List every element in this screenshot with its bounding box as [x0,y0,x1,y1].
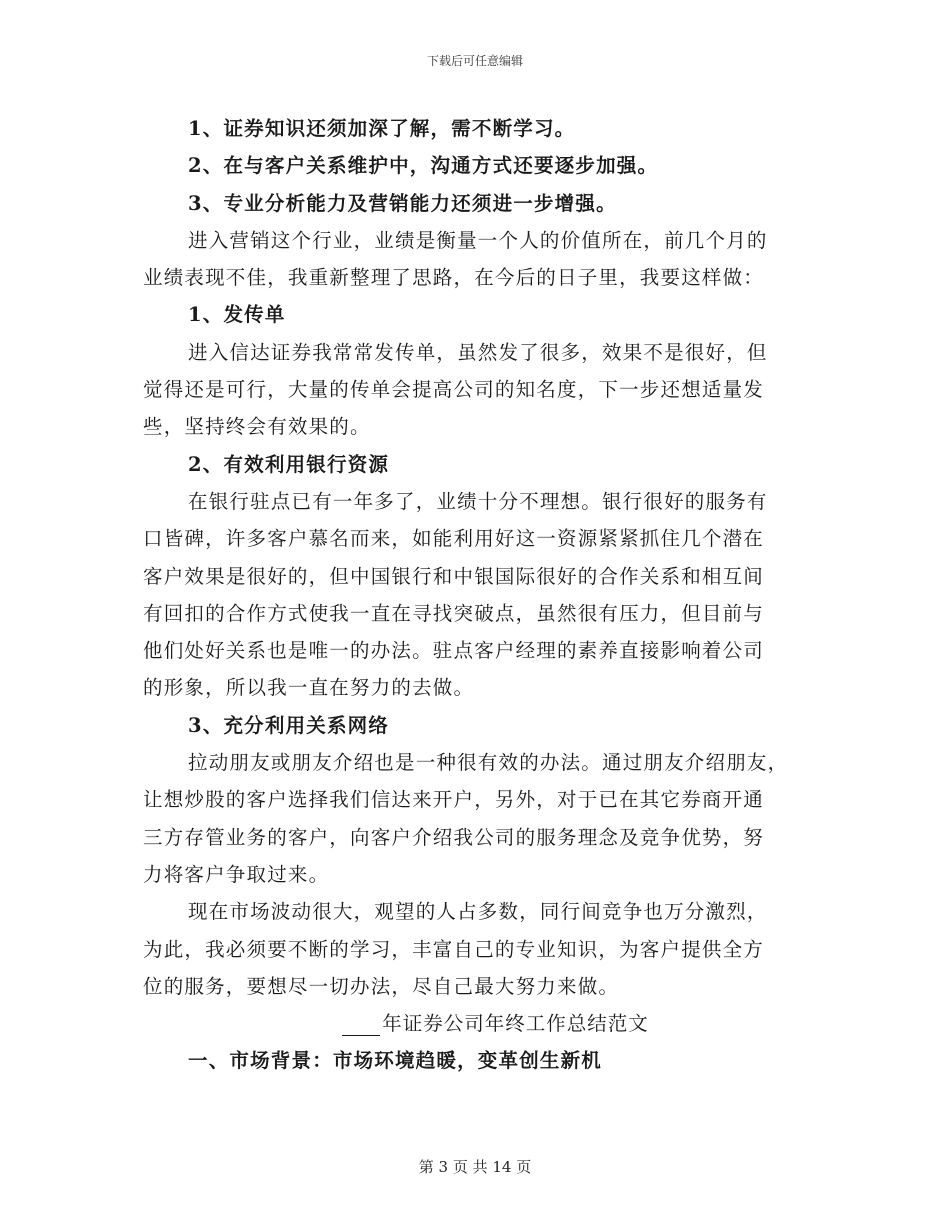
list-item: 3、专业分析能力及营销能力还须进一步增强。 [188,191,617,215]
subheading: 3、充分利用关系网络 [188,713,390,737]
page-header: 下载后可任意编辑 [426,54,523,68]
paragraph-line: 口皆碑，许多客户慕名而来，如能利用好这一资源紧紧抓住几个潜在 [143,527,765,551]
paragraph-line: 为此，我必须要不断的学习，丰富自己的专业知识，为客户提供全方 [143,937,765,961]
paragraph-line: 的形象，所以我一直在努力的去做。 [143,676,475,700]
paragraph-line: 三方存管业务的客户，向客户介绍我公司的服务理念及竞争优势，努 [143,825,765,849]
paragraph-line: 觉得还是可行，大量的传单会提高公司的知名度，下一步还想适量发 [143,378,765,402]
page-footer: 第 3 页 共 14 页 [418,1158,532,1176]
paragraph-line: 客户效果是很好的，但中国银行和中银国际很好的合作关系和相互间 [143,564,765,588]
list-item: 2、在与客户关系维护中，沟通方式还要逐步加强。 [188,154,659,178]
subheading: 1、发传单 [188,303,286,327]
paragraph-line: 现在市场波动很大，观望的人占多数，同行间竞争也万分激烈， [188,900,768,924]
paragraph-line: 有回扣的合作方式使我一直在寻找突破点，虽然很有压力，但目前与 [143,601,765,625]
document-title-text: 年证券公司年终工作总结范文 [382,1012,649,1036]
paragraph-line: 拉动朋友或朋友介绍也是一种很有效的办法。通过朋友介绍朋友， [188,751,789,775]
paragraph-line: 业绩表现不佳，我重新整理了思路，在今后的日子里，我要这样做： [143,266,765,290]
paragraph-line: 些，坚持终会有效果的。 [143,415,371,439]
document-body [143,110,808,1080]
list-item: 1、证券知识还须加深了解，需不断学习。 [188,117,576,140]
title-blank [342,1015,380,1036]
paragraph-line: 位的服务，要想尽一切办法，尽自己最大努力来做。 [143,974,620,998]
document-title [143,1005,808,1042]
paragraph-line: 力将客户争取过来。 [143,862,330,886]
section-heading: 一、市场背景：市场环境趋暖，变革创生新机 [188,1049,603,1073]
subheading: 2、有效利用银行资源 [188,452,390,476]
paragraph-line: 让想炒股的客户选择我们信达来开户，另外，对于已在其它券商开通 [143,788,765,812]
paragraph-line: 他们处好关系也是唯一的办法。驻点客户经理的素养直接影响着公司 [143,639,765,663]
paragraph-line: 进入营销这个行业，业绩是衡量一个人的价值所在，前几个月的 [188,228,768,252]
paragraph-line: 进入信达证券我常常发传单，虽然发了很多，效果不是很好，但 [188,340,768,364]
paragraph-line: 在银行驻点已有一年多了，业绩十分不理想。银行很好的服务有 [188,489,768,513]
